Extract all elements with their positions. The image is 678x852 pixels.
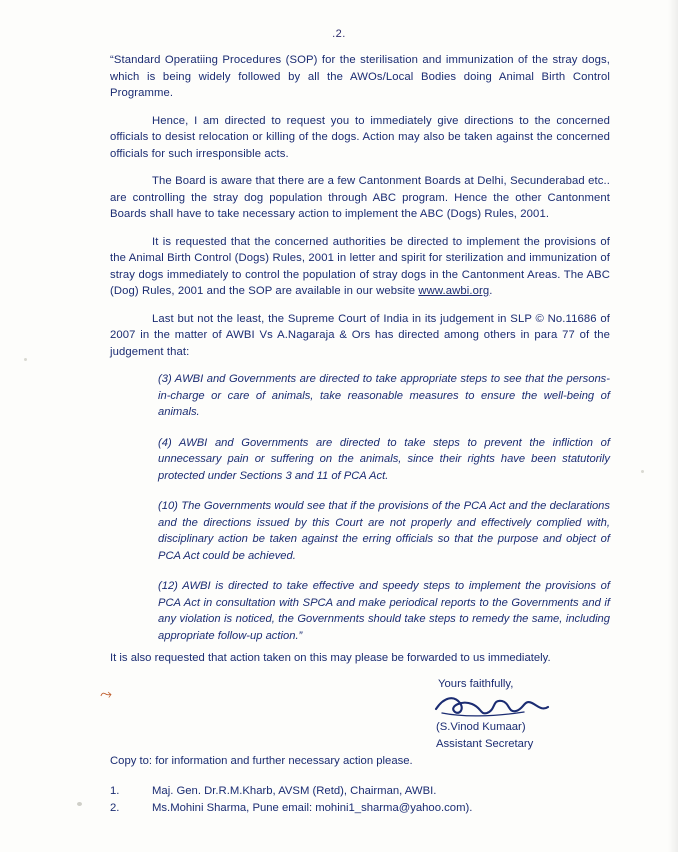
paragraph-1: “Standard Operatiing Procedures (SOP) for the sterilisation and immunization of the stray dogs, which is being widely followed by all the AWOs/Local Bodies doing Animal Birth Control Programme.: [110, 54, 610, 99]
handwritten-signature-icon: [432, 693, 616, 719]
list-item-text: Ms.Mohini Sharma, Pune email: mohini1_sharma@yahoo.com).: [152, 802, 473, 814]
paragraph-3: The Board is aware that there are a few Cantonment Boards at Delhi, Secunderabad etc.. are controlling the stray dog population through ABC program. Hence the other Cantonment Boards shall have to take necessary action to implement the ABC (Dogs) Rules, 2001.: [110, 175, 610, 220]
signatory-designation: Assistant Secretary: [436, 738, 534, 750]
paper-speck: [77, 802, 82, 806]
quote-clause-4: [110, 435, 610, 485]
quote-clause-10-text: (10) The Governments would see that if the provisions of the PCA Act and the declarations and the directions issued by this Court are not properly and effectively complied with, disciplinary action be taken against the erring officials so that the purpose and object of PCA Act could be achieved.: [158, 500, 610, 562]
quote-clause-10: [110, 498, 610, 564]
paragraph-4-text-after-link: .: [489, 285, 493, 297]
quote-clause-3: [110, 371, 610, 421]
paragraph-4-text-before-link: It is requested that the concerned authorities be directed to implement the provisions of the Animal Birth Control (Dogs) Rules, 2001 in letter and spirit for sterilization and immunization of stray dogs immediately to control the population of stray dogs in the Cantonment Areas. The ABC (Dog) Rules, 2001 and the SOP are available in our website: [110, 235, 610, 297]
paragraph-2: Hence, I am directed to request you to immediately give directions to the concerned officials to desist relocation or killing of the dogs. Action may also be taken against the concerned officials for such irresponsible acts.: [110, 114, 610, 160]
paragraph-5: Last but not the least, the Supreme Court of India in its judgement in SLP © No.11686 of 2007 in the matter of AWBI Vs A.Nagaraja & Ors has directed among others in para 77 of the judgement that:: [110, 312, 610, 358]
signatory-name: (S.Vinod Kumaar): [436, 721, 526, 733]
awbi-website-link[interactable]: www.awbi.org: [418, 285, 490, 297]
closing-line: It is also requested that action taken on this may please be forwarded to us immediately.: [110, 652, 551, 664]
list-item: [110, 800, 630, 817]
list-item-number: 1.: [110, 785, 120, 797]
paragraph-4: [110, 234, 610, 300]
list-item-text: Maj. Gen. Dr.R.M.Kharb, AVSM (Retd), Chairman, AWBI.: [152, 785, 437, 797]
quote-clause-4-text: (4) AWBI and Governments are directed to take steps to prevent the infliction of unnecessary pain or suffering on the animals, since their rights have been statutorily protected under Sections 3 and 11 of PCA Act.: [158, 436, 610, 482]
page-edge-shadow: [668, 0, 678, 852]
copy-to-heading: Copy to: for information and further necessary action please.: [110, 755, 413, 767]
list-item-number: 2.: [110, 802, 120, 814]
quote-clause-12-text: (12) AWBI is directed to take effective and speedy steps to implement the provisions of PCA Act in consultation with SPCA and make periodical reports to the Governments and if any violation is noticed, the Governments should take steps to remedy the same, including appropriate follow-up action.”: [158, 580, 610, 642]
ink-mark-icon: ⤳: [98, 685, 114, 704]
signature-block: [386, 676, 616, 753]
quote-clause-3-text: (3) AWBI and Governments are directed to take appropriate steps to see that the persons-in-charge or care of animals, take reasonable measures to ensure the well-being of animals.: [158, 373, 610, 418]
copy-to-list: [110, 783, 630, 817]
document-body: [110, 52, 610, 658]
page-number: .2.: [332, 28, 346, 40]
paper-speck: [641, 470, 644, 473]
yours-faithfully: Yours faithfully,: [438, 678, 514, 690]
paper-speck: [24, 358, 27, 361]
quote-clause-12: [110, 578, 610, 644]
list-item: [110, 783, 630, 800]
